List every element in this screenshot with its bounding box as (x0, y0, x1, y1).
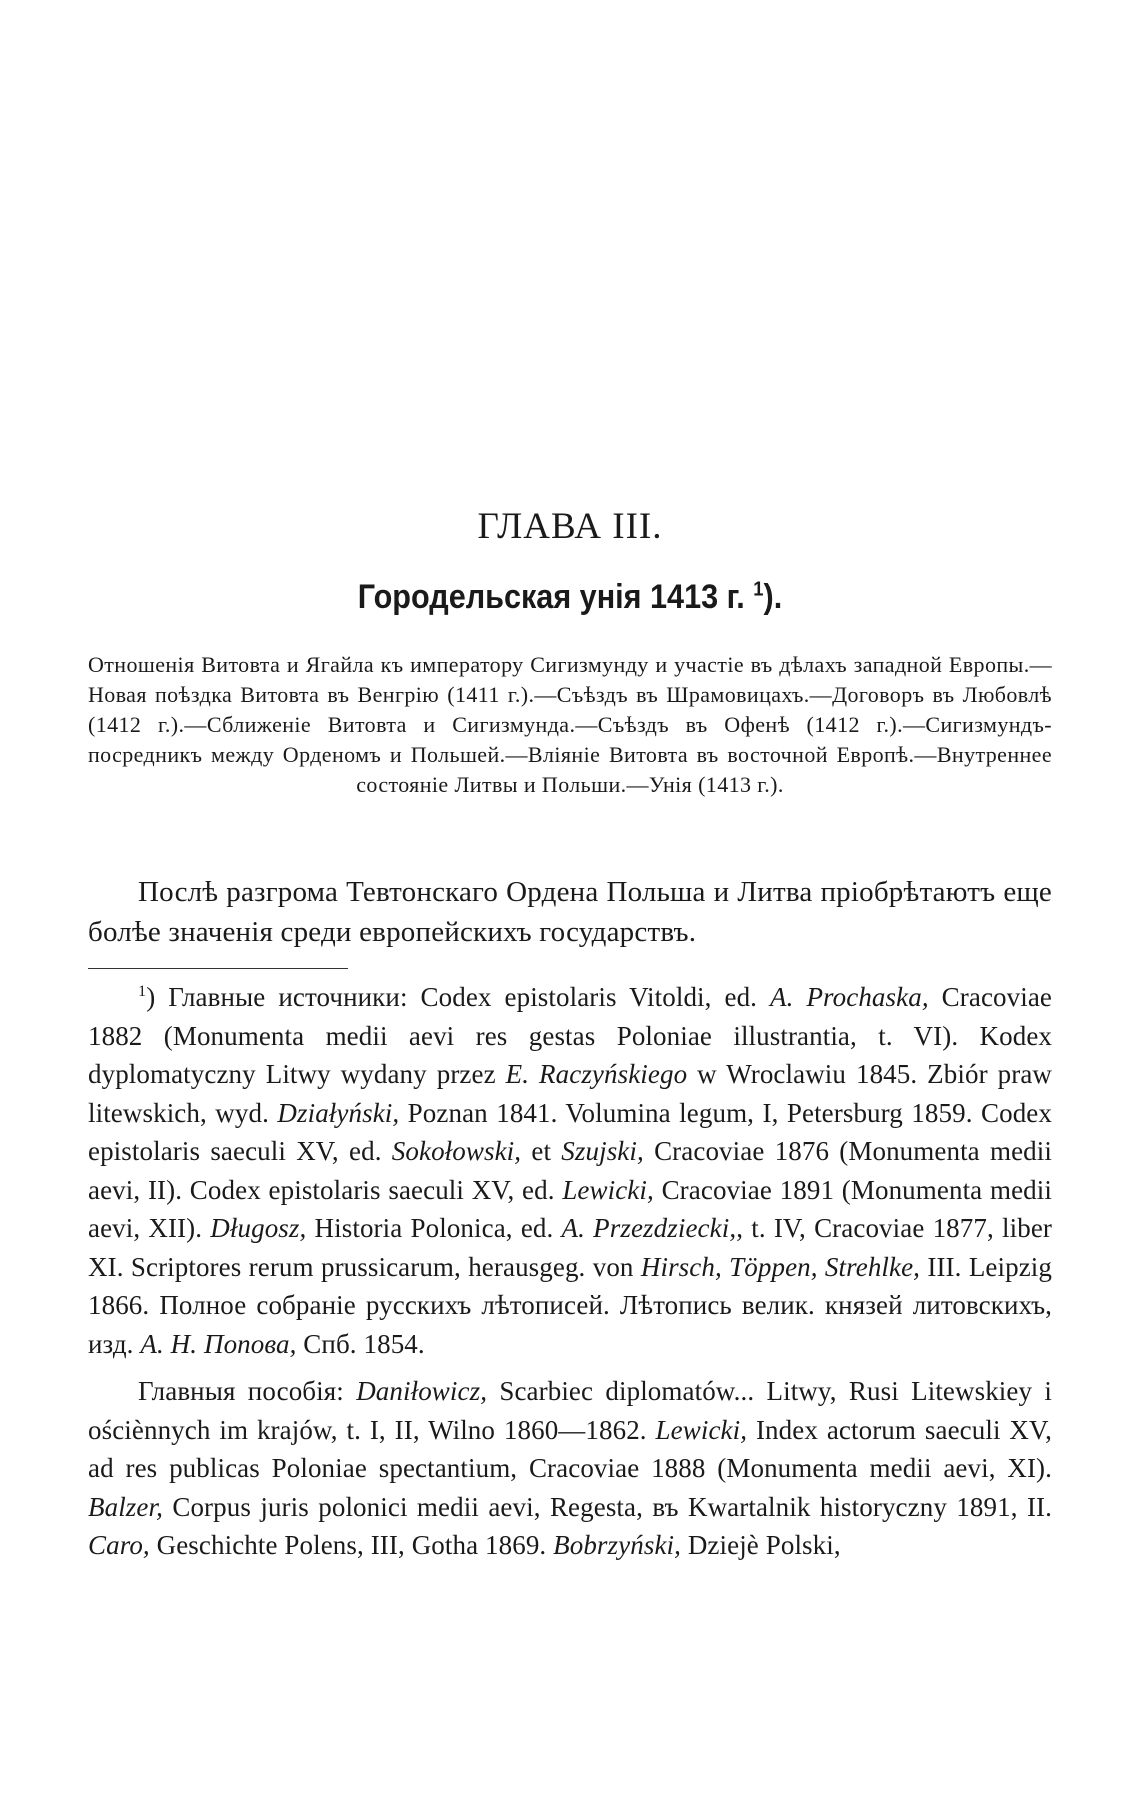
author-name: Sokołowski, (391, 1136, 522, 1166)
footnote-text: III. Leipzig 1866. Полное собраніе русскихъ лѣтописей. Лѣтопись велик. князей литовскихъ, изд. (88, 1251, 1052, 1359)
chapter-summary: Отношенія Витовта и Ягайла къ императору Сигизмунду и участіе въ дѣлахъ западной Европы.—Новая поѣздка Витовта въ Венгрію (1411 г.).—Съѣздъ въ Шрамовицахъ.—Договоръ въ Любовлѣ (1412 г.).—Сближеніе Витовта и Сигизмунда.—Съѣздъ въ Офенѣ (1412 г.).—Сигизмундъ-посредникъ между Орденомъ и Польшей.—Вліяніе Витовта въ восточной Европѣ.—Внутреннее состояніе Литвы и Польши.—Унія (1413 г.). (88, 652, 1052, 797)
book-page (88, 0, 1052, 1817)
chapter-title-text: Городельская унія 1413 г. (357, 578, 745, 616)
footnote-text: Poznan 1841. Volumina legum, I, Petersburg 1859. Codex epistolaris saeculi XV, ed. (88, 1097, 1052, 1166)
footnote-text: Scarbiec diplomatów... Litwy, Rusi Litewskiey i ościènnych im krajów, t. I, II, Wilno 1860—1862. (88, 1376, 1052, 1445)
footnote-text: Cracoviae 1882 (Monumenta medii aevi res gestas Poloniae illustrantia, t. VI). Kodex dyplomatyczny Litwy wydany przez (88, 982, 1052, 1089)
author-name: Szujski, (561, 1136, 644, 1166)
footnote-text: Historia Polonica, ed. (306, 1213, 562, 1243)
footnote-text: ) Главные источники: Codex epistolaris Vitoldi, ed. (146, 982, 771, 1012)
chapter-title-close: ). (763, 578, 783, 616)
author-name: A. Prochaska, (770, 982, 929, 1012)
footnote-text: , t. IV, Cracoviae 1877, liber XI. Scriptores rerum prussicarum, herausgeg. von (88, 1213, 1052, 1282)
author-name: А. Н. Попова, (140, 1328, 297, 1359)
footnote-mark: 1 (753, 578, 764, 601)
author-name: Balzer, (88, 1491, 163, 1522)
author-name: Hirsch, Töppen, Strehlke, (640, 1251, 921, 1282)
footnote-number: 1 (138, 982, 147, 1000)
footnote-text: Dziejè Polski, (680, 1530, 841, 1560)
chapter-number: ГЛАВА III. (477, 506, 663, 547)
chapter-title (136, 578, 1004, 617)
footnote-references (88, 1372, 1052, 1565)
footnote-text: Спб. 1854. (296, 1328, 425, 1359)
author-name: Lewicki, (655, 1414, 748, 1445)
footnotes (88, 978, 1052, 1574)
footnote-text: Cracoviae 1891 (Monumenta medii aevi, XII). (88, 1174, 1052, 1243)
author-name: Bobrzyński, (553, 1530, 681, 1560)
author-name: Daniłowicz, (356, 1376, 488, 1406)
footnote-divider (88, 968, 348, 969)
author-name: Długosz, (210, 1213, 307, 1243)
author-name: Lewicki, (562, 1174, 654, 1205)
body-paragraph: Послѣ разгрома Тевтонскаго Ордена Польша и Литва пріобрѣтаютъ еще болѣе значенія среди европейскихъ государствъ. (88, 876, 1052, 948)
footnote-text: et (521, 1136, 562, 1166)
author-name: Działyński, (277, 1097, 400, 1128)
footnote-text: Geschichte Polens, III, Gotha 1869. (149, 1530, 554, 1560)
footnote-text: w Wroclawiu 1845. Zbiór praw litewskich, wyd. (88, 1059, 1053, 1128)
author-name: Caro, (88, 1530, 150, 1560)
footnote-text: Corpus juris polonici medii aevi, Regesta, въ Kwartalnik historyczny 1891, II. (162, 1491, 1052, 1522)
footnote-text: Cracoviae 1876 (Monumenta medii aevi, II). Codex epistolaris saeculi XV, ed. (88, 1136, 1052, 1205)
author-name: E. Raczyńskiego (505, 1059, 688, 1089)
author-name: A. Przezdziecki, (561, 1213, 737, 1243)
footnote-sources (88, 978, 1052, 1363)
footnote-text: Главныя пособія: (138, 1376, 357, 1406)
footnote-text: Index actorum saeculi XV, ad res publicas Poloniae spectantium, Cracoviae 1888 (Monumenta medii aevi, XI). (88, 1414, 1052, 1483)
